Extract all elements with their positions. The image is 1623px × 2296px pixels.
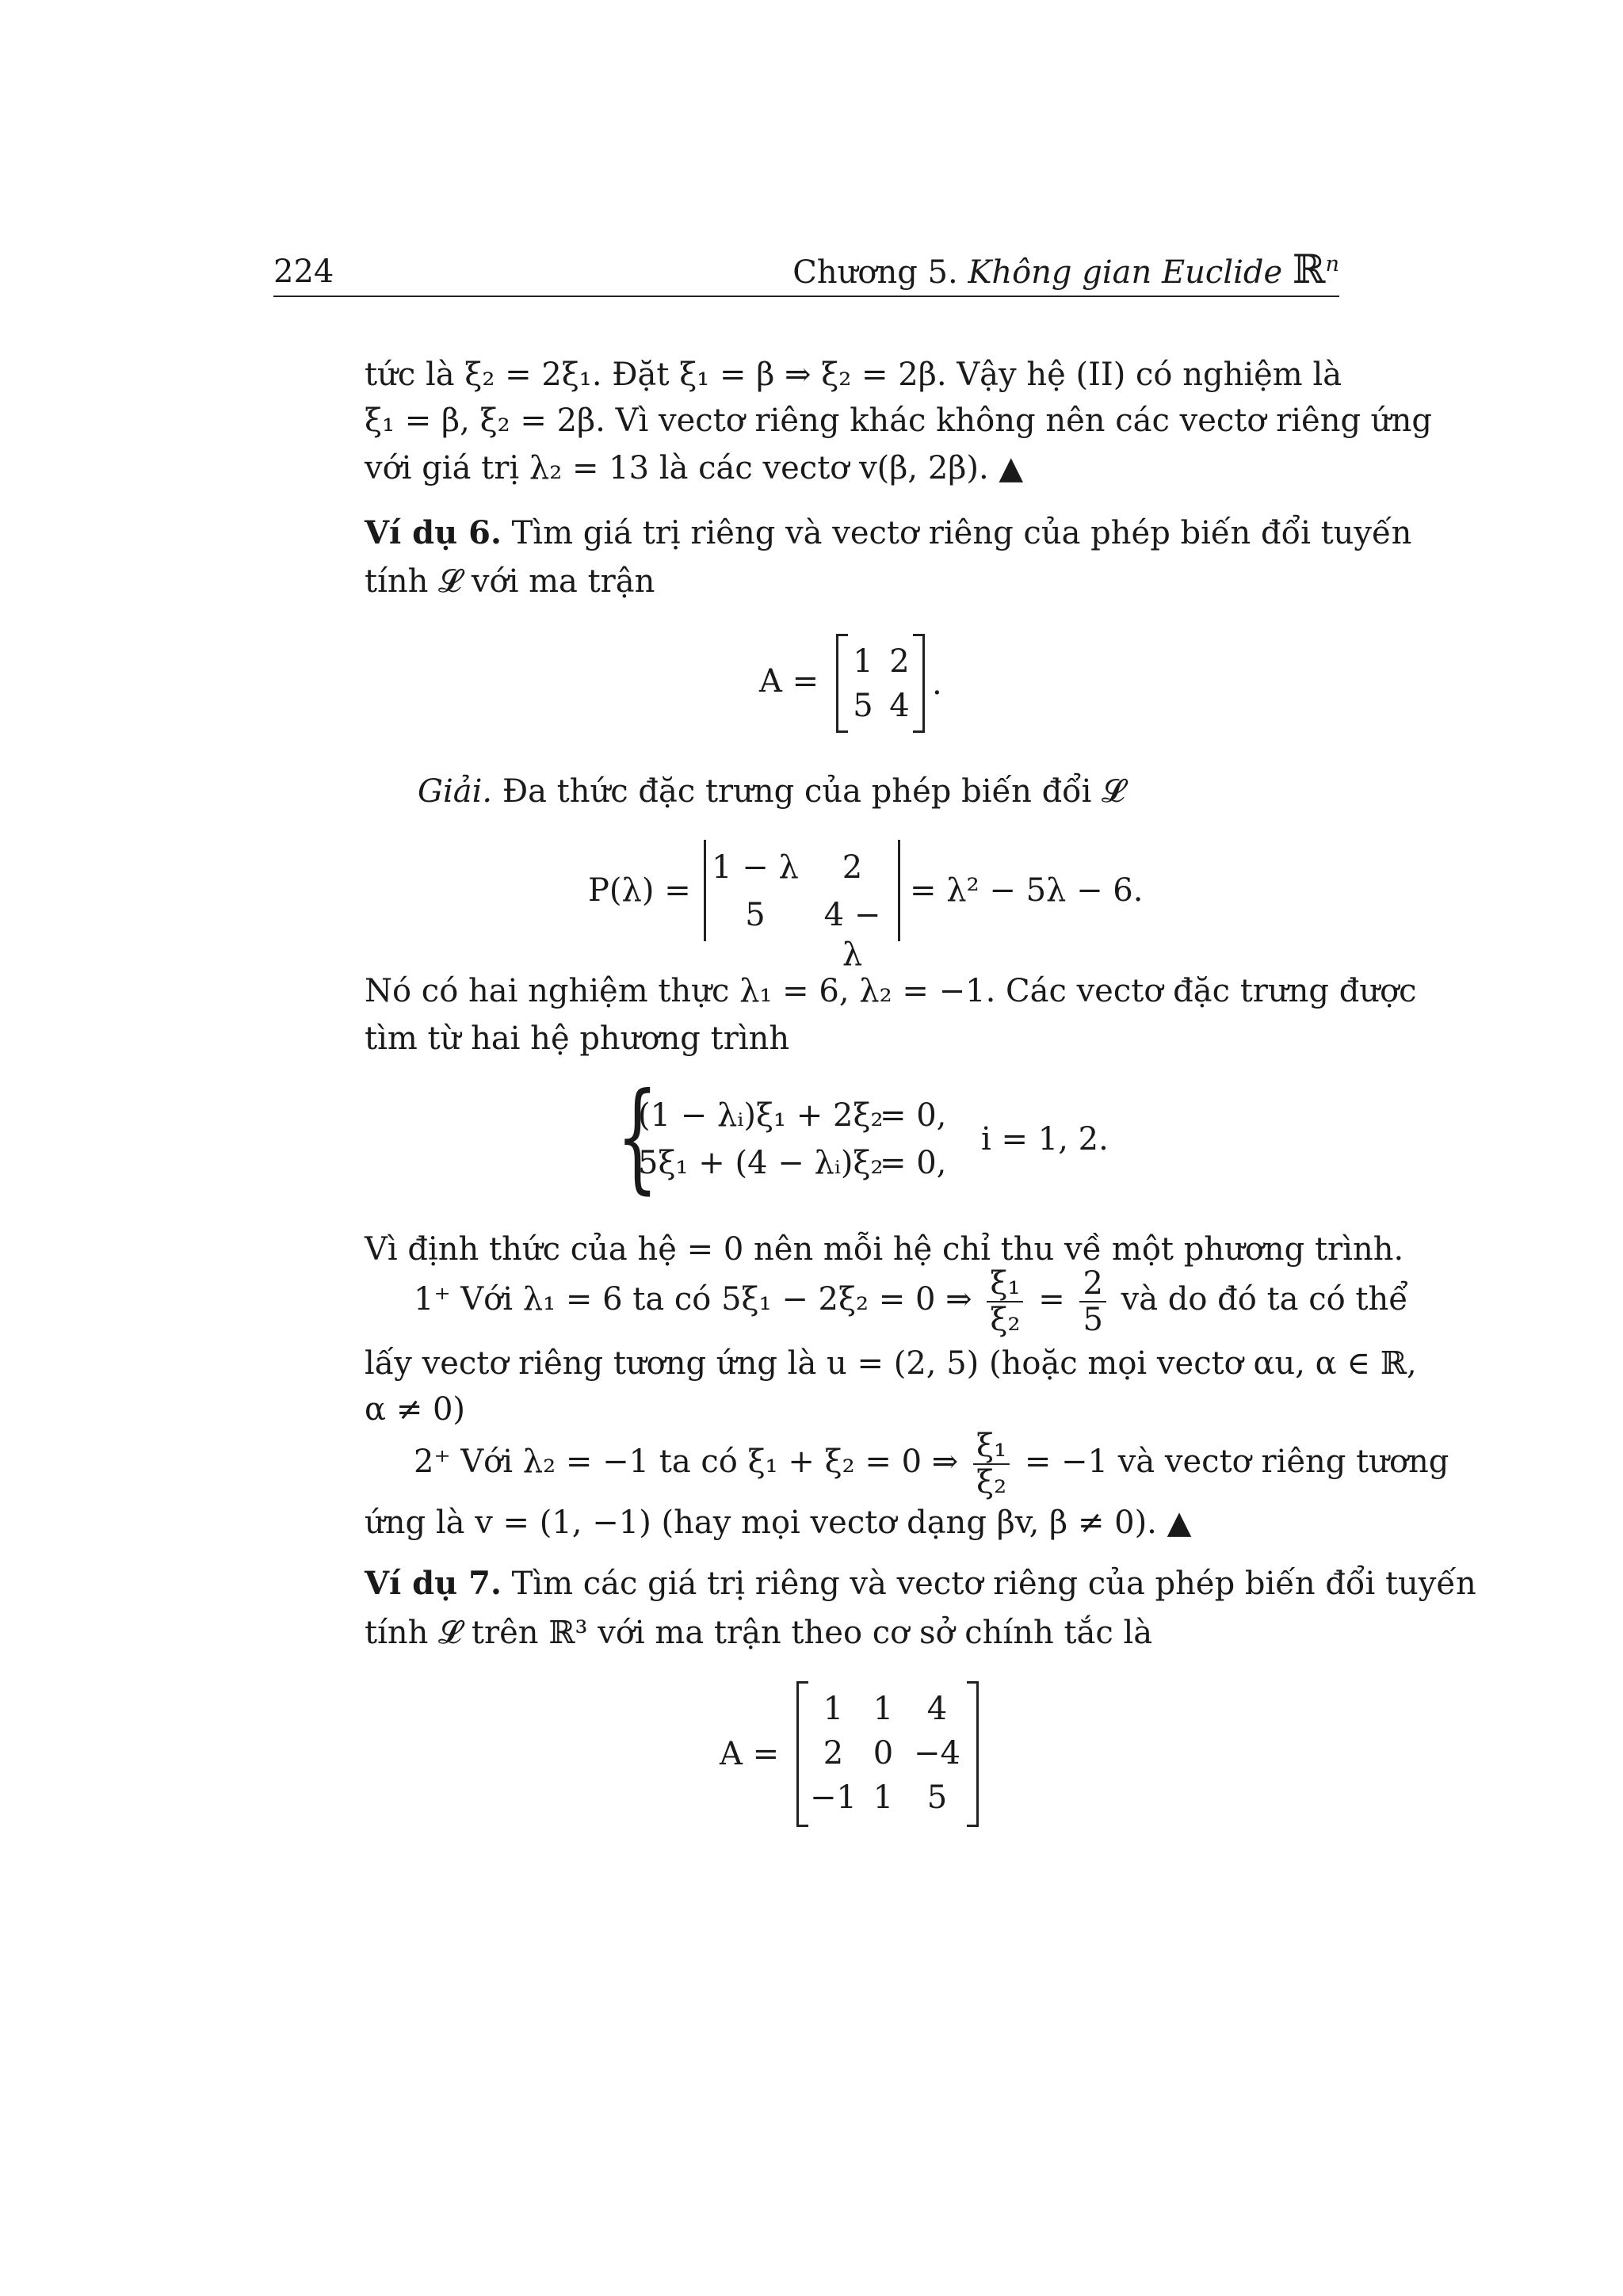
case1-line2: lấy vectơ riêng tương ứng là u = (2, 5) (hoặc mọi vectơ αu, α ∈ ℝ, <box>365 1345 1417 1382</box>
matrix-cell: 1 <box>823 1691 844 1727</box>
para1-line3: với giá trị λ₂ = 13 là các vectơ v(β, 2β). ▲ <box>365 450 1024 486</box>
solution-label: Giải. <box>418 773 493 810</box>
matrix-cell: 5 <box>926 1779 948 1816</box>
example7-text1: Tìm các giá trị riêng và vectơ riêng của phép biến đổi tuyến <box>511 1566 1476 1602</box>
roots-line2: tìm từ hai hệ phương trình <box>365 1020 790 1057</box>
example7-label: Ví dụ 7. <box>365 1565 502 1602</box>
case1-equals: = <box>1038 1281 1065 1318</box>
determinant-rhs: = λ² − 5λ − 6. <box>910 872 1144 909</box>
determinant-lhs: P(λ) = <box>588 872 691 909</box>
matrix-a-lhs: A = <box>759 663 819 700</box>
determinant-note: Vì định thức của hệ = 0 nên mỗi hệ chỉ thu về một phương trình. <box>365 1231 1404 1268</box>
solution-text: Đa thức đặc trưng của phép biến đổi 𝓛 <box>502 773 1125 810</box>
system-eq1: (1 − λᵢ)ξ₁ + 2ξ₂ <box>638 1097 884 1134</box>
case2-line2: ứng là v = (1, −1) (hay mọi vectơ dạng βv, β ≠ 0). ▲ <box>365 1505 1192 1541</box>
case1-fraction-xi <box>987 1266 1023 1337</box>
para1-line2: ξ₁ = β, ξ₂ = 2β. Vì vectơ riêng khác không nên các vectơ riêng ứng <box>365 402 1432 439</box>
fraction-numerator: 2 <box>1079 1266 1106 1302</box>
space-exponent: n <box>1325 252 1339 277</box>
determinant <box>704 840 900 973</box>
matrix-cell: −1 <box>810 1779 857 1816</box>
determinant-cell: 4 − λ <box>823 897 881 973</box>
matrix-cell: −4 <box>914 1735 960 1772</box>
solution-line <box>418 769 1392 814</box>
case2-text-b: = −1 và vectơ riêng tương <box>1024 1444 1449 1480</box>
example7-line2: tính 𝓛 trên ℝ³ với ma trận theo cơ sở chính tắc là <box>365 1615 1153 1651</box>
system-rhs1: = 0, <box>880 1097 947 1134</box>
case1-line3: α ≠ 0) <box>365 1391 466 1428</box>
matrix-a3-lhs: A = <box>720 1736 780 1772</box>
example6-line2: tính 𝓛 với ma trận <box>365 563 655 600</box>
header-rule <box>273 296 1339 297</box>
fraction-denominator: ξ₂ <box>990 1302 1021 1338</box>
case1-fraction-value <box>1079 1266 1106 1337</box>
matrix-cell: 4 <box>926 1691 948 1727</box>
running-header <box>792 247 1339 295</box>
matrix-cell: 5 <box>853 688 873 724</box>
determinant-cell: 1 − λ <box>712 849 799 886</box>
system-rhs2: = 0, <box>880 1145 947 1181</box>
left-bracket <box>796 1681 808 1827</box>
right-bracket <box>967 1681 979 1827</box>
fraction-numerator: ξ₁ <box>973 1428 1010 1465</box>
right-bar <box>898 840 900 941</box>
matrix-cell: 1 <box>873 1691 894 1727</box>
case2-fraction <box>973 1428 1010 1500</box>
chapter-title: Không gian Euclide <box>968 254 1283 291</box>
case1-text-a: 1⁺ Với λ₁ = 6 ta có 5ξ₁ − 2ξ₂ = 0 ⇒ <box>414 1281 972 1318</box>
case2-text-a: 2⁺ Với λ₂ = −1 ta có ξ₁ + ξ₂ = 0 ⇒ <box>414 1444 959 1480</box>
space-symbol: ℝ <box>1292 246 1326 292</box>
matrix-a <box>836 634 925 733</box>
fraction-numerator: ξ₁ <box>987 1266 1023 1302</box>
system-eq2: 5ξ₁ + (4 − λᵢ)ξ₂ <box>638 1145 884 1181</box>
case2-line1 <box>414 1422 1449 1501</box>
matrix-period: . <box>932 666 942 702</box>
matrix-cell: 2 <box>823 1735 844 1772</box>
matrix-cell: 0 <box>873 1735 894 1772</box>
page-number: 224 <box>273 254 334 290</box>
case1-line1 <box>414 1260 1408 1339</box>
matrix-cell: 2 <box>889 643 910 680</box>
example6-text1: Tìm giá trị riêng và vectơ riêng của phép biến đổi tuyến <box>511 515 1412 551</box>
example6-label: Ví dụ 6. <box>365 514 502 551</box>
fraction-denominator: 5 <box>1083 1302 1103 1338</box>
chapter-label: Chương 5. <box>792 254 958 291</box>
determinant-cell: 5 <box>745 897 766 933</box>
system-index: i = 1, 2. <box>981 1121 1109 1158</box>
case1-text-b: và do đó ta có thể <box>1121 1281 1408 1318</box>
roots-line1: Nó có hai nghiệm thực λ₁ = 6, λ₂ = −1. Các vectơ đặc trưng được <box>365 973 1417 1009</box>
left-bar <box>704 840 706 941</box>
matrix-cell: 4 <box>889 688 910 724</box>
determinant-cell: 2 <box>842 849 863 886</box>
matrix-cell: 1 <box>873 1779 894 1816</box>
system-brace: { <box>617 1068 659 1206</box>
matrix-a3 <box>796 1681 979 1827</box>
para1-line1: tức là ξ₂ = 2ξ₁. Đặt ξ₁ = β ⇒ ξ₂ = 2β. Vậy hệ (II) có nghiệm là <box>365 357 1342 393</box>
fraction-denominator: ξ₂ <box>976 1464 1007 1501</box>
example7-line1 <box>365 1561 1476 1607</box>
matrix-cell: 1 <box>853 643 873 680</box>
left-bracket <box>836 634 848 733</box>
example6-line1 <box>365 510 1412 556</box>
